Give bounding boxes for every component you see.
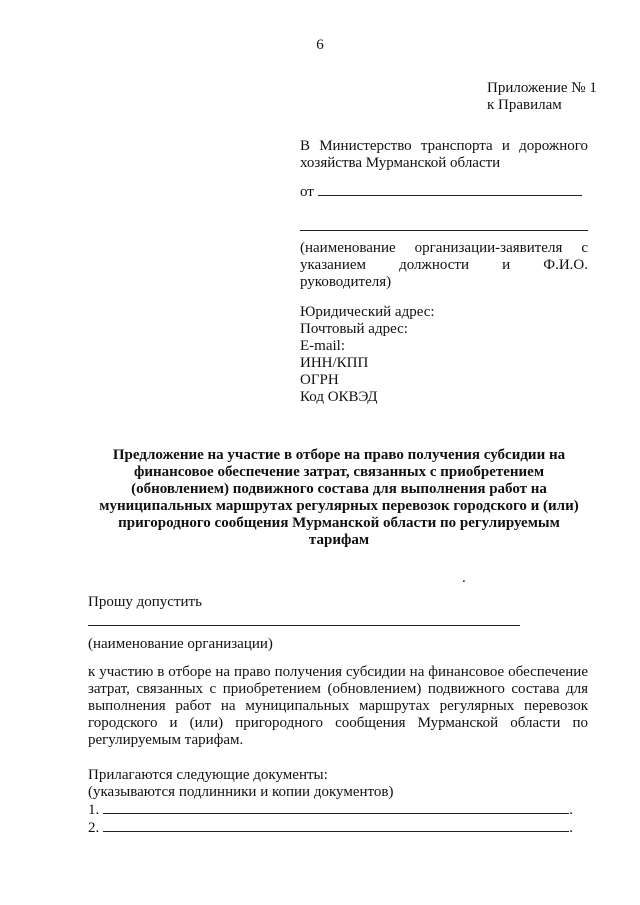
documents-note: (указываются подлинники и копии документов) <box>88 784 394 800</box>
documents-title: Прилагаются следующие документы: <box>88 767 328 783</box>
document-title: Предложение на участие в отборе на право получения субсидии на финансовое обеспечение затрат, связанных с приобретением (обновлением) подвижного состава для выполнения работ на муниципальных маршрутах регулярных перевозок городского и (или) пригородного сообщения Мурманской области по регулируемым тарифам <box>99 447 579 548</box>
email-label: E-mail: <box>300 338 345 354</box>
from-line <box>300 183 588 201</box>
okved-label: Код ОКВЭД <box>300 389 378 405</box>
legal-address-label: Юридический адрес: <box>300 304 435 320</box>
appendix-header <box>487 80 597 114</box>
document-item <box>88 819 588 837</box>
document-item-fill-line <box>103 801 569 814</box>
appendix-line-1: Приложение № 1 <box>487 80 597 96</box>
document-item <box>88 801 588 819</box>
applicant-details <box>300 304 435 406</box>
applicant-fill-line <box>300 230 588 231</box>
request-body: к участию в отборе на право получения субсидии на финансовое обеспечение затрат, связанных с приобретением (обновлением) подвижного состава для выполнения работ на муниципальных маршрутах регулярных перевозок городского и (или) пригородного сообщения Мурманской области по регулируемым тарифам. <box>88 664 588 748</box>
from-fill-line <box>318 183 582 196</box>
document-item-end: . <box>569 820 573 836</box>
document-item-number: 1. <box>88 802 100 818</box>
inn-kpp-label: ИНН/КПП <box>300 355 369 371</box>
from-label: от <box>300 184 314 200</box>
request-label: Прошу допустить <box>88 594 202 610</box>
document-item-fill-line <box>103 819 569 832</box>
appendix-line-2: к Правилам <box>487 97 562 113</box>
ogrn-label: ОГРН <box>300 372 339 388</box>
organization-note: (наименование организации) <box>88 636 273 652</box>
stray-dot: . <box>462 570 466 586</box>
applicant-note-line-1: (наименование организации-заявителя с указанием должности и Ф.И.О. <box>300 240 588 273</box>
organization-fill-line <box>88 625 520 626</box>
applicant-note <box>300 240 588 291</box>
postal-address-label: Почтовый адрес: <box>300 321 408 337</box>
documents-section <box>88 767 588 837</box>
applicant-note-line-2: руководителя) <box>300 274 392 290</box>
page-number: 6 <box>316 37 324 53</box>
document-item-end: . <box>569 802 573 818</box>
document-item-number: 2. <box>88 820 100 836</box>
addressee-block: В Министерство транспорта и дорожного хозяйства Мурманской области <box>300 138 588 171</box>
